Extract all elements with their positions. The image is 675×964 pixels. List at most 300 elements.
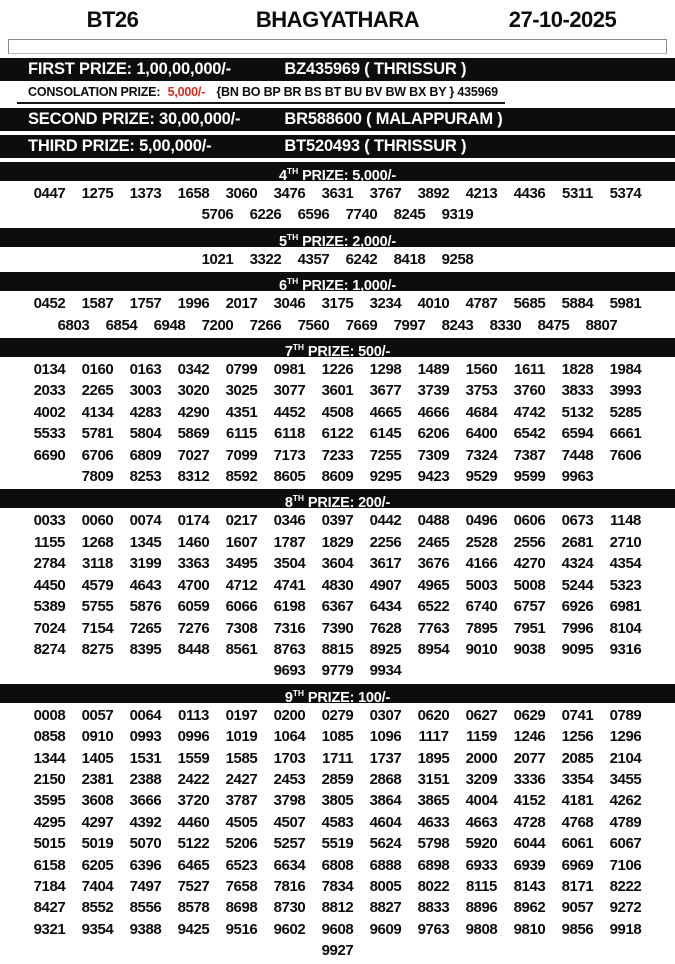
winning-number: 7834: [321, 877, 354, 895]
winning-number: 6706: [81, 446, 114, 464]
winning-number: 3046: [273, 295, 306, 313]
winning-number: 7560: [297, 316, 330, 334]
winning-number: 4742: [513, 403, 546, 421]
winning-number: 7276: [177, 619, 210, 637]
winning-number: 2265: [81, 382, 114, 400]
winning-number: 8104: [609, 619, 642, 637]
winning-number: 9354: [81, 920, 114, 938]
winning-number: 5755: [81, 598, 114, 616]
winning-number: 4505: [225, 813, 258, 831]
winning-number: 3833: [561, 382, 594, 400]
winning-number: 6066: [225, 598, 258, 616]
winning-number: 2033: [33, 382, 66, 400]
winning-number: 6690: [33, 446, 66, 464]
winning-number: 7628: [369, 619, 402, 637]
prize-4th-header: 4TH PRIZE: 5,000/-: [0, 162, 675, 181]
winning-number: 6059: [177, 598, 210, 616]
winning-number: 0858: [33, 728, 66, 746]
winning-number: 0064: [129, 706, 162, 724]
winning-number: 5132: [561, 403, 594, 421]
winning-number: 8730: [273, 899, 306, 917]
winning-number: 4507: [273, 813, 306, 831]
winning-number: 6145: [369, 425, 402, 443]
winning-number: 2784: [33, 555, 66, 573]
winning-number: 8022: [417, 877, 450, 895]
winning-number: 1711: [322, 749, 353, 767]
winning-number: 4283: [129, 403, 162, 421]
winning-number: 5019: [81, 835, 114, 853]
winning-number: 6205: [81, 856, 114, 874]
winning-number: 0496: [465, 512, 498, 530]
winning-number: 9516: [225, 920, 258, 938]
winning-number: 9608: [321, 920, 354, 938]
winning-number: 7404: [81, 877, 114, 895]
winning-number: 0074: [129, 512, 162, 530]
winning-number: 1344: [33, 749, 66, 767]
winning-number: 6854: [105, 316, 138, 334]
first-prize-label: FIRST PRIZE: 1,00,00,000/-: [28, 60, 231, 78]
winning-number: 6926: [561, 598, 594, 616]
winning-number: 8807: [585, 316, 618, 334]
winning-number: 7763: [417, 619, 450, 637]
winning-number: 8925: [369, 640, 402, 658]
prize-8th-numbers: [26, 509, 650, 683]
winning-number: 8275: [81, 640, 114, 658]
winning-number: 5285: [609, 403, 642, 421]
winning-number: 8005: [369, 877, 402, 895]
winning-number: 2104: [609, 749, 642, 767]
winning-number: 8552: [81, 899, 114, 917]
page-title: BHAGYATHARA: [255, 7, 420, 32]
winning-number: 0910: [81, 728, 114, 746]
winning-number: 1021: [201, 250, 234, 268]
winning-number: 7106: [609, 856, 642, 874]
winning-number: 6367: [321, 598, 354, 616]
winning-number: 9425: [177, 920, 210, 938]
winning-number: 9316: [609, 640, 642, 658]
winning-number: 9038: [513, 640, 546, 658]
winning-number: 2150: [33, 770, 66, 788]
draw-date: 27-10-2025: [508, 7, 617, 32]
winning-number: 4508: [321, 403, 354, 421]
winning-number: 8605: [273, 468, 306, 486]
winning-number: 2868: [369, 770, 402, 788]
winning-number: 7184: [33, 877, 66, 895]
blank-strip: [8, 39, 667, 54]
winning-number: 9258: [441, 250, 474, 268]
winning-number: 7316: [273, 619, 306, 637]
winning-number: 8395: [129, 640, 162, 658]
winning-number: 7324: [465, 446, 498, 464]
winning-number: 7099: [225, 446, 258, 464]
winning-number: 9963: [561, 468, 594, 486]
winning-number: 3354: [561, 770, 594, 788]
winning-number: 4684: [465, 403, 498, 421]
consolation-row: [0, 85, 675, 101]
winning-number: 7497: [129, 877, 162, 895]
winning-number: 6981: [609, 598, 642, 616]
consolation-amount: 5,000/-: [167, 85, 206, 99]
third-prize-bar: [0, 135, 675, 158]
winning-number: 4392: [129, 813, 162, 831]
winning-number: 4712: [225, 576, 258, 594]
winning-number: 8763: [273, 640, 306, 658]
winning-number: 5884: [561, 295, 594, 313]
winning-number: 7816: [273, 877, 306, 895]
winning-number: 3595: [33, 792, 66, 810]
winning-number: 6803: [57, 316, 90, 334]
winning-number: 9321: [33, 920, 66, 938]
winning-number: 1829: [321, 533, 354, 551]
winning-number: 1984: [609, 361, 642, 379]
winning-number: 1531: [129, 749, 162, 767]
winning-number: 0996: [177, 728, 210, 746]
first-prize-bar: [0, 58, 675, 81]
winning-number: 1607: [225, 533, 258, 551]
winning-number: 9295: [369, 468, 402, 486]
winning-number: 6933: [465, 856, 498, 874]
winning-number: 6948: [153, 316, 186, 334]
prize-sections: [0, 162, 675, 964]
winning-number: 4460: [177, 813, 210, 831]
winning-number: 4728: [513, 813, 546, 831]
winning-number: 7669: [345, 316, 378, 334]
winning-number: 9927: [321, 942, 354, 960]
winning-number: 3676: [417, 555, 450, 573]
winning-number: 5008: [513, 576, 546, 594]
winning-number: 4907: [369, 576, 402, 594]
winning-number: 1117: [418, 728, 449, 746]
winning-number: 6044: [513, 835, 546, 853]
consolation-underline: [17, 102, 505, 104]
winning-number: 6888: [369, 856, 402, 874]
winning-number: 8274: [33, 640, 66, 658]
winning-number: 0627: [465, 706, 498, 724]
winning-number: 5781: [81, 425, 114, 443]
winning-number: 6596: [297, 206, 330, 224]
winning-number: 3753: [465, 382, 498, 400]
winning-number: 4768: [561, 813, 594, 831]
winning-number: 9609: [369, 920, 402, 938]
winning-number: 7895: [465, 619, 498, 637]
winning-number: 1019: [225, 728, 258, 746]
winning-number: 0741: [561, 706, 594, 724]
winning-number: 4787: [465, 295, 498, 313]
winning-number: 2388: [129, 770, 162, 788]
winning-number: 4354: [609, 555, 642, 573]
winning-number: 8330: [489, 316, 522, 334]
consolation-label: CONSOLATION PRIZE:: [28, 85, 161, 99]
winning-number: 8418: [393, 250, 426, 268]
winning-number: 3199: [129, 555, 162, 573]
winning-number: 9272: [609, 899, 642, 917]
winning-number: 1064: [273, 728, 306, 746]
winning-number: 3601: [321, 382, 354, 400]
winning-number: 5519: [321, 835, 354, 853]
winning-number: 8222: [609, 877, 642, 895]
winning-number: 6740: [465, 598, 498, 616]
winning-number: 1587: [81, 295, 114, 313]
winning-number: 1096: [369, 728, 402, 746]
second-prize-label: SECOND PRIZE: 30,00,000/-: [28, 110, 241, 128]
winning-number: 0789: [609, 706, 642, 724]
winning-number: 1460: [177, 533, 210, 551]
winning-number: 3234: [369, 295, 402, 313]
prize-4th-numbers: [26, 182, 650, 228]
winning-number: 9599: [513, 468, 546, 486]
winning-number: 5257: [273, 835, 306, 853]
winning-number: 8827: [369, 899, 402, 917]
winning-number: 7266: [249, 316, 282, 334]
winning-number: 1256: [561, 728, 594, 746]
header: [0, 0, 675, 36]
winning-number: 2859: [321, 770, 354, 788]
winning-number: 6542: [513, 425, 546, 443]
winning-number: 5003: [465, 576, 498, 594]
winning-number: 7027: [177, 446, 210, 464]
winning-number: 1658: [177, 185, 210, 202]
winning-number: 0606: [513, 512, 546, 530]
winning-number: 3892: [417, 185, 450, 202]
winning-number: 4181: [561, 792, 594, 810]
winning-number: 2710: [609, 533, 642, 551]
winning-number: 5706: [201, 206, 234, 224]
prize-7th-header: 7TH PRIZE: 500/-: [0, 338, 675, 357]
winning-number: 1757: [129, 295, 162, 313]
winning-number: 1703: [273, 749, 306, 767]
winning-number: 0452: [33, 295, 66, 313]
winning-number: 0981: [273, 361, 306, 379]
winning-number: 8812: [321, 899, 354, 917]
winning-number: 4134: [81, 403, 114, 421]
winning-number: 0197: [225, 706, 258, 724]
winning-number: 3993: [609, 382, 642, 400]
winning-number: 3604: [321, 555, 354, 573]
winning-number: 6969: [561, 856, 594, 874]
winning-number: 7740: [345, 206, 378, 224]
winning-number: 6198: [273, 598, 306, 616]
winning-number: 9810: [513, 920, 546, 938]
winning-number: 0447: [33, 185, 66, 202]
winning-number: 2381: [81, 770, 114, 788]
winning-number: 1296: [609, 728, 642, 746]
winning-number: 5070: [129, 835, 162, 853]
winning-number: 5869: [177, 425, 210, 443]
winning-number: 3739: [417, 382, 450, 400]
winning-number: 9763: [417, 920, 450, 938]
winning-number: 3787: [225, 792, 258, 810]
winning-number: 5533: [33, 425, 66, 443]
winning-number: 5122: [177, 835, 210, 853]
winning-number: 2556: [513, 533, 546, 551]
winning-number: 0163: [129, 361, 162, 379]
winning-number: 0620: [417, 706, 450, 724]
prize-9th-header: 9TH PRIZE: 100/-: [0, 684, 675, 703]
third-prize-winner: BT520493 ( THRISSUR ): [284, 137, 467, 155]
winning-number: 9934: [369, 662, 402, 680]
winning-number: 5244: [561, 576, 594, 594]
lottery-code: BT26: [86, 7, 139, 32]
winning-number: 7154: [81, 619, 114, 637]
winning-number: 2422: [177, 770, 210, 788]
winning-number: 3025: [225, 382, 258, 400]
winning-number: 4262: [609, 792, 642, 810]
winning-number: 9095: [561, 640, 594, 658]
winning-number: 7527: [177, 877, 210, 895]
winning-number: 4700: [177, 576, 210, 594]
winning-number: 0174: [177, 512, 210, 530]
winning-number: 6523: [225, 856, 258, 874]
winning-number: 7997: [393, 316, 426, 334]
prize-7th-numbers: [26, 358, 650, 489]
winning-number: 8954: [417, 640, 450, 658]
winning-number: 7308: [225, 619, 258, 637]
winning-number: 5311: [562, 185, 593, 202]
winning-number: 6158: [33, 856, 66, 874]
winning-number: 6242: [345, 250, 378, 268]
winning-number: 1373: [129, 185, 162, 202]
winning-number: 1298: [369, 361, 402, 379]
winning-number: 3020: [177, 382, 210, 400]
winning-number: 5798: [417, 835, 450, 853]
winning-number: 2465: [417, 533, 450, 551]
winning-number: 6115: [226, 425, 257, 443]
winning-number: 4324: [561, 555, 594, 573]
winning-number: 3798: [273, 792, 306, 810]
winning-number: 1737: [369, 749, 402, 767]
winning-number: 3767: [369, 185, 402, 202]
winning-number: 8143: [513, 877, 546, 895]
winning-number: 1148: [610, 512, 641, 530]
third-prize-label: THIRD PRIZE: 5,00,000/-: [28, 137, 212, 155]
winning-number: 6661: [609, 425, 642, 443]
winning-number: 0397: [321, 512, 354, 530]
winning-number: 9856: [561, 920, 594, 938]
winning-number: 0307: [369, 706, 402, 724]
winning-number: 0346: [273, 512, 306, 530]
winning-number: 7200: [201, 316, 234, 334]
winning-number: 4166: [465, 555, 498, 573]
winning-number: 5389: [33, 598, 66, 616]
winning-number: 8815: [321, 640, 354, 658]
winning-number: 2017: [225, 295, 258, 313]
winning-number: 0488: [417, 512, 450, 530]
winning-number: 4351: [225, 403, 258, 421]
prize-5th-numbers: [26, 248, 650, 272]
winning-number: 4965: [417, 576, 450, 594]
winning-number: 8427: [33, 899, 66, 917]
prize-6th-numbers: [26, 292, 650, 338]
winning-number: 3864: [369, 792, 402, 810]
winning-number: 1996: [177, 295, 210, 313]
winning-number: 1560: [465, 361, 498, 379]
winning-number: 8896: [465, 899, 498, 917]
winning-number: 6061: [561, 835, 594, 853]
winning-number: 8312: [177, 468, 210, 486]
winning-number: 7448: [561, 446, 594, 464]
winning-number: 7255: [369, 446, 402, 464]
winning-number: 6465: [177, 856, 210, 874]
winning-number: 2000: [465, 749, 498, 767]
winning-number: 3608: [81, 792, 114, 810]
winning-number: 3617: [369, 555, 402, 573]
winning-number: 6118: [274, 425, 305, 443]
winning-number: 3151: [417, 770, 450, 788]
winning-number: 7996: [561, 619, 594, 637]
winning-number: 6396: [129, 856, 162, 874]
winning-number: 4450: [33, 576, 66, 594]
winning-number: 2453: [273, 770, 306, 788]
winning-number: 6634: [273, 856, 306, 874]
winning-number: 9779: [321, 662, 354, 680]
winning-number: 4633: [417, 813, 450, 831]
winning-number: 5981: [609, 295, 642, 313]
winning-number: 6939: [513, 856, 546, 874]
winning-number: 6067: [609, 835, 642, 853]
winning-number: 0060: [81, 512, 114, 530]
winning-number: 9388: [129, 920, 162, 938]
winning-number: 0160: [81, 361, 114, 379]
winning-number: 3631: [321, 185, 354, 202]
winning-number: 9529: [465, 468, 498, 486]
winning-number: 8833: [417, 899, 450, 917]
winning-number: 1585: [225, 749, 258, 767]
winning-number: 9423: [417, 468, 450, 486]
winning-number: 7173: [273, 446, 306, 464]
winning-number: 3175: [321, 295, 354, 313]
winning-number: 5323: [609, 576, 642, 594]
winning-number: 4666: [417, 403, 450, 421]
winning-number: 7951: [513, 619, 546, 637]
winning-number: 5374: [609, 185, 642, 202]
winning-number: 5685: [513, 295, 546, 313]
winning-number: 6809: [129, 446, 162, 464]
winning-number: 1275: [81, 185, 114, 202]
winning-number: 4830: [321, 576, 354, 594]
winning-number: 1085: [321, 728, 354, 746]
winning-number: 3504: [273, 555, 306, 573]
winning-number: 0057: [81, 706, 114, 724]
winning-number: 6522: [417, 598, 450, 616]
winning-number: 4579: [81, 576, 114, 594]
winning-number: 3720: [177, 792, 210, 810]
winning-number: 2256: [369, 533, 402, 551]
winning-number: 5015: [33, 835, 66, 853]
winning-number: 1895: [417, 749, 450, 767]
winning-number: 0217: [225, 512, 258, 530]
winning-number: 3209: [465, 770, 498, 788]
winning-number: 3760: [513, 382, 546, 400]
winning-number: 8115: [466, 877, 497, 895]
winning-number: 1611: [514, 361, 545, 379]
winning-number: 0342: [177, 361, 210, 379]
winning-number: 7809: [81, 468, 114, 486]
winning-number: 6400: [465, 425, 498, 443]
winning-number: 3495: [225, 555, 258, 573]
winning-number: 6898: [417, 856, 450, 874]
winning-number: 6757: [513, 598, 546, 616]
winning-number: 4789: [609, 813, 642, 831]
winning-number: 4663: [465, 813, 498, 831]
winning-number: 0993: [129, 728, 162, 746]
winning-number: 5920: [465, 835, 498, 853]
winning-number: 0279: [321, 706, 354, 724]
winning-number: 0799: [225, 361, 258, 379]
winning-number: 7024: [33, 619, 66, 637]
winning-number: 4002: [33, 403, 66, 421]
prize-5th-header: 5TH PRIZE: 2,000/-: [0, 228, 675, 247]
winning-number: 5804: [129, 425, 162, 443]
